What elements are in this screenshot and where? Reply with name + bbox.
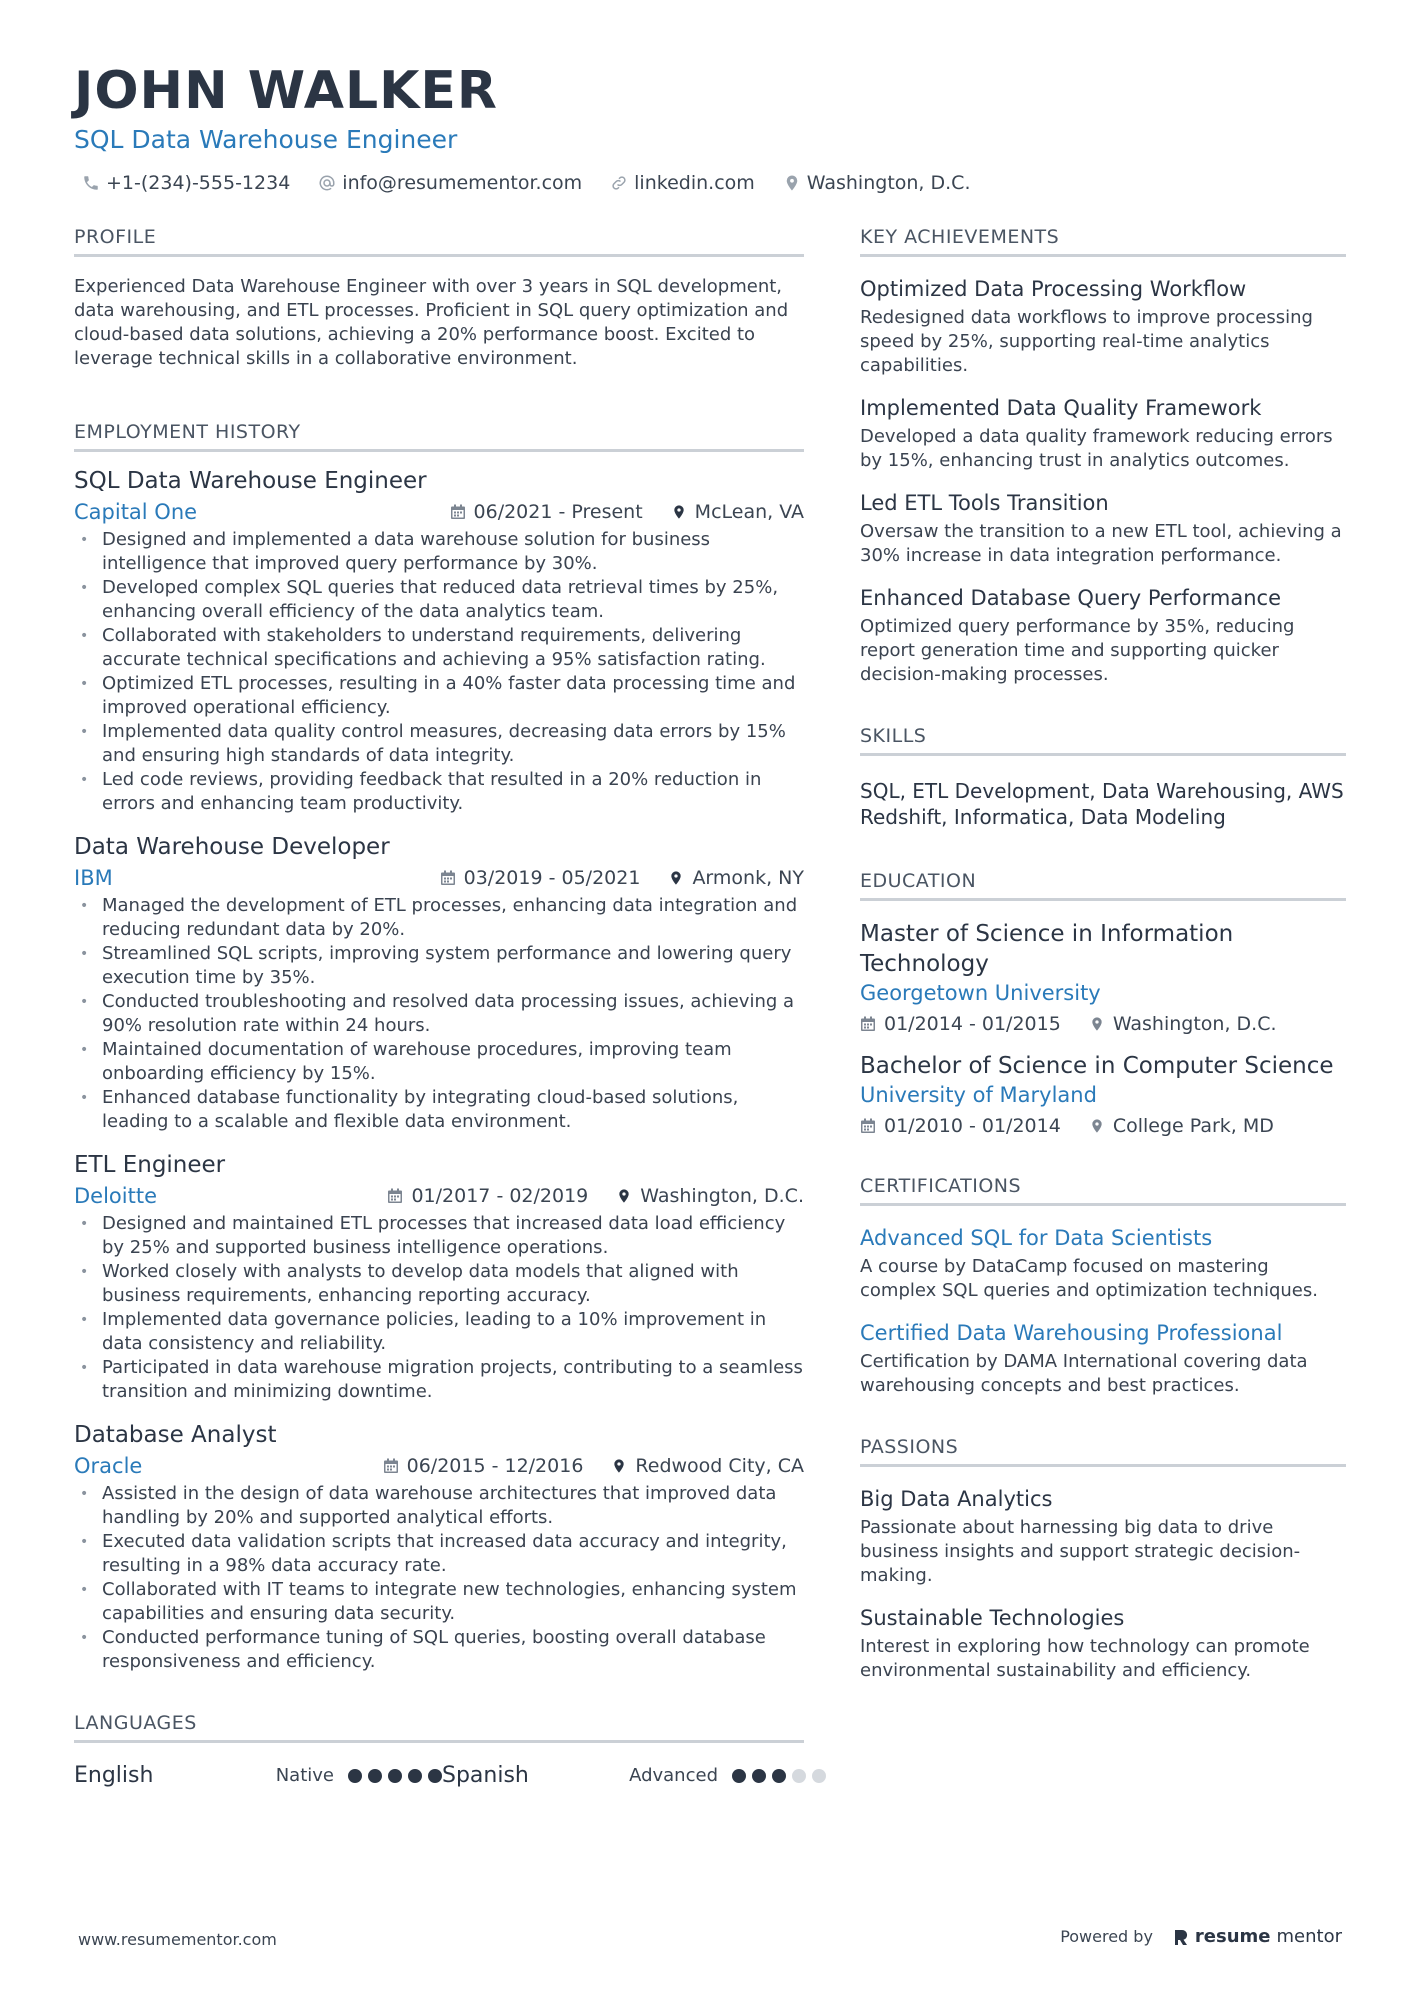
contact-location xyxy=(783,172,971,194)
passion-text: Interest in exploring how technology can promote environmental sustainability and efficiency. xyxy=(860,1636,1310,1681)
link-icon xyxy=(610,174,628,192)
job-dates-text: 03/2019 - 05/2021 xyxy=(463,867,641,889)
phone-text: +1-(234)-555-1234 xyxy=(106,172,291,194)
skills-section xyxy=(860,725,1346,830)
rating-dot-filled xyxy=(772,1769,786,1783)
passion-title: Sustainable Technologies xyxy=(860,1606,1125,1630)
education-dates-text: 01/2014 - 01/2015 xyxy=(884,1013,1061,1035)
job-location xyxy=(668,867,804,889)
language-level: Native xyxy=(275,1765,334,1786)
job-bullet: • Enhanced database functionality by integrating cloud-based solutions, leading to a scalable and flexible data environment. xyxy=(74,1086,804,1134)
location-pin-icon xyxy=(1089,1016,1105,1032)
achievement-item xyxy=(860,275,1346,378)
job-dates-text: 06/2021 - Present xyxy=(473,501,643,523)
at-icon xyxy=(318,174,336,192)
achievement-title: Optimized Data Processing Workflow xyxy=(860,277,1247,301)
job-bullet: • Maintained documentation of warehouse procedures, improving team onboarding efficiency by 15%. xyxy=(74,1038,804,1086)
job-meta-right xyxy=(383,1455,804,1477)
job-dates-text: 01/2017 - 02/2019 xyxy=(411,1185,589,1207)
languages-section xyxy=(74,1712,804,1788)
passion-title: Big Data Analytics xyxy=(860,1487,1053,1511)
job-bullet: • Conducted performance tuning of SQL queries, boosting overall database responsiveness and efficiency. xyxy=(74,1626,804,1674)
job-company: IBM xyxy=(74,866,113,890)
job-title: SQL Data Warehouse Engineer xyxy=(74,468,427,494)
certification-text: A course by DataCamp focused on mastering complex SQL queries and optimization techniques. xyxy=(860,1256,1318,1301)
job-bullet: • Designed and implemented a data warehouse solution for business intelligence that improved query performance by 30%. xyxy=(74,528,804,576)
job-bullet: • Managed the development of ETL processes, enhancing data integration and reducing redundant data by 20%. xyxy=(74,894,804,942)
contact-bar xyxy=(74,172,1344,194)
language-rating xyxy=(348,1769,442,1783)
calendar-icon xyxy=(387,1188,403,1204)
job-bullet: • Implemented data governance policies, leading to a 10% improvement in data consistency and reliability. xyxy=(74,1308,804,1356)
achievement-text: Redesigned data workflows to improve processing speed by 25%, supporting real-time analytics capabilities. xyxy=(860,307,1313,376)
profile-heading: PROFILE xyxy=(74,226,804,257)
passions-heading: PASSIONS xyxy=(860,1436,1346,1467)
location-pin-icon xyxy=(671,504,687,520)
job-location xyxy=(616,1185,804,1207)
rating-dot-empty xyxy=(792,1769,806,1783)
job-location-text: Washington, D.C. xyxy=(640,1185,804,1207)
job-entry xyxy=(74,832,804,1134)
education-meta xyxy=(860,1115,1346,1137)
job-dates xyxy=(450,501,643,523)
job-dates-text: 06/2015 - 12/2016 xyxy=(406,1455,584,1477)
job-bullet: • Designed and maintained ETL processes that increased data load efficiency by 25% and supported business intelligence operations. xyxy=(74,1212,804,1260)
job-dates xyxy=(440,867,641,889)
resumementor-logo-icon xyxy=(1173,1928,1189,1946)
certifications-heading: CERTIFICATIONS xyxy=(860,1175,1346,1206)
job-location-text: McLean, VA xyxy=(694,501,804,523)
job-location-text: Armonk, NY xyxy=(692,867,804,889)
achievement-title: Enhanced Database Query Performance xyxy=(860,586,1281,610)
education-location-text: Washington, D.C. xyxy=(1112,1013,1277,1035)
passion-item xyxy=(860,1604,1346,1683)
education-school: University of Maryland xyxy=(860,1083,1097,1107)
certification-item xyxy=(860,1224,1346,1303)
job-title: Database Analyst xyxy=(74,1422,277,1448)
calendar-icon xyxy=(383,1458,399,1474)
education-item xyxy=(860,919,1346,1035)
language-level: Advanced xyxy=(629,1765,718,1786)
education-section xyxy=(860,870,1346,1137)
job-meta-right xyxy=(440,867,804,889)
location-pin-icon xyxy=(783,174,801,192)
job-bullet: • Assisted in the design of data warehouse architectures that improved data handling by 20% and supported analytical efforts. xyxy=(74,1482,804,1530)
language-name: English xyxy=(74,1763,154,1788)
job-bullet: • Collaborated with stakeholders to understand requirements, delivering accurate technical specifications and achieving a 95% satisfaction rating. xyxy=(74,624,804,672)
job-bullets xyxy=(74,528,804,816)
education-dates-text: 01/2010 - 01/2014 xyxy=(884,1115,1061,1137)
achievement-text: Oversaw the transition to a new ETL tool, achieving a 30% increase in data integration performance. xyxy=(860,521,1342,566)
job-bullet: • Executed data validation scripts that increased data accuracy and integrity, resulting in a 98% data accuracy rate. xyxy=(74,1530,804,1578)
education-dates xyxy=(860,1013,1061,1035)
achievements-heading: KEY ACHIEVEMENTS xyxy=(860,226,1346,257)
job-bullet: • Developed complex SQL queries that reduced data retrieval times by 25%, enhancing overall efficiency of the data analytics team. xyxy=(74,576,804,624)
rating-dot-filled xyxy=(408,1769,422,1783)
phone-icon xyxy=(82,174,100,192)
resume-header xyxy=(74,60,1344,194)
calendar-icon xyxy=(450,504,466,520)
job-meta xyxy=(74,1454,804,1478)
job-location xyxy=(671,501,804,523)
brand-text-a: resume xyxy=(1194,1926,1271,1947)
job-meta xyxy=(74,1184,804,1208)
certification-text: Certification by DAMA International covering data warehousing concepts and best practices. xyxy=(860,1351,1308,1396)
left-column xyxy=(74,226,804,1788)
passion-text: Passionate about harnessing big data to drive business insights and support strategic decision-making. xyxy=(860,1517,1301,1586)
job-entry xyxy=(74,1150,804,1404)
skills-list: SQL, ETL Development, Data Warehousing, AWS Redshift, Informatica, Data Modeling xyxy=(860,779,1344,829)
achievement-text: Developed a data quality framework reducing errors by 15%, enhancing trust in analytics outcomes. xyxy=(860,426,1333,471)
languages-heading: LANGUAGES xyxy=(74,1712,804,1743)
job-bullets xyxy=(74,1482,804,1674)
education-location xyxy=(1089,1013,1277,1035)
job-bullet: • Collaborated with IT teams to integrate new technologies, enhancing system capabilities and ensuring data security. xyxy=(74,1578,804,1626)
candidate-title: SQL Data Warehouse Engineer xyxy=(74,125,458,154)
language-item xyxy=(74,1763,442,1788)
calendar-icon xyxy=(860,1118,876,1134)
education-dates xyxy=(860,1115,1061,1137)
certification-title: Advanced SQL for Data Scientists xyxy=(860,1226,1213,1250)
brand-text-b: mentor xyxy=(1276,1926,1342,1947)
location-text: Washington, D.C. xyxy=(806,172,971,194)
language-item xyxy=(442,1763,826,1788)
certification-item xyxy=(860,1319,1346,1398)
job-meta xyxy=(74,866,804,890)
job-bullet: • Implemented data quality control measures, decreasing data errors by 15% and ensuring high standards of data integrity. xyxy=(74,720,804,768)
job-entry xyxy=(74,1420,804,1674)
education-degree: Bachelor of Science in Computer Science xyxy=(860,1053,1334,1079)
education-item xyxy=(860,1051,1346,1137)
contact-email[interactable] xyxy=(318,172,582,194)
job-title: ETL Engineer xyxy=(74,1152,226,1178)
rating-dot-filled xyxy=(348,1769,362,1783)
education-heading: EDUCATION xyxy=(860,870,1346,901)
achievement-text: Optimized query performance by 35%, reducing report generation time and supporting quicker decision-making processes. xyxy=(860,616,1295,685)
job-meta-right xyxy=(450,501,804,523)
languages-row xyxy=(74,1763,804,1788)
rating-dot-filled xyxy=(368,1769,382,1783)
language-name: Spanish xyxy=(442,1763,529,1788)
email-text[interactable]: info@resumementor.com xyxy=(342,172,583,194)
job-bullet: • Worked closely with analysts to develop data models that aligned with business requirements, enhancing reporting accuracy. xyxy=(74,1260,804,1308)
footer-powered xyxy=(1060,1926,1342,1947)
contact-phone xyxy=(82,172,290,194)
passions-section xyxy=(860,1436,1346,1683)
rating-dot-filled xyxy=(428,1769,442,1783)
rating-dot-filled xyxy=(732,1769,746,1783)
education-location xyxy=(1089,1115,1274,1137)
rating-dot-filled xyxy=(752,1769,766,1783)
profile-section xyxy=(74,226,804,371)
right-column xyxy=(860,226,1346,1683)
achievement-item xyxy=(860,489,1346,568)
job-location-text: Redwood City, CA xyxy=(635,1455,804,1477)
achievements-section xyxy=(860,226,1346,687)
location-pin-icon xyxy=(1089,1118,1105,1134)
rating-dot-filled xyxy=(388,1769,402,1783)
rating-dot-empty xyxy=(812,1769,826,1783)
calendar-icon xyxy=(860,1016,876,1032)
achievement-title: Implemented Data Quality Framework xyxy=(860,396,1262,420)
job-bullet: • Optimized ETL processes, resulting in a 40% faster data processing time and improved operational efficiency. xyxy=(74,672,804,720)
job-bullet: • Led code reviews, providing feedback that resulted in a 20% reduction in errors and enhancing team productivity. xyxy=(74,768,804,816)
education-degree: Master of Science in Information Technology xyxy=(860,921,1234,977)
profile-summary: Experienced Data Warehouse Engineer with over 3 years in SQL development, data warehousing, and ETL processes. Proficient in SQL query optimization and cloud-based data solutions, achieving a 20% performance boost. Excited to leverage technical skills in a collaborative environment. xyxy=(74,276,789,369)
education-location-text: College Park, MD xyxy=(1112,1115,1274,1137)
location-pin-icon xyxy=(616,1188,632,1204)
brand-logo[interactable] xyxy=(1173,1926,1342,1947)
certification-title: Certified Data Warehousing Professional xyxy=(860,1321,1283,1345)
employment-section xyxy=(74,421,804,1674)
passion-item xyxy=(860,1485,1346,1588)
job-bullets xyxy=(74,894,804,1134)
employment-heading: EMPLOYMENT HISTORY xyxy=(74,421,804,452)
certifications-section xyxy=(860,1175,1346,1398)
achievement-title: Led ETL Tools Transition xyxy=(860,491,1109,515)
calendar-icon xyxy=(440,870,456,886)
achievement-item xyxy=(860,584,1346,687)
job-bullet: • Participated in data warehouse migration projects, contributing to a seamless transition and minimizing downtime. xyxy=(74,1356,804,1404)
job-bullet: • Conducted troubleshooting and resolved data processing issues, achieving a 90% resolution rate within 24 hours. xyxy=(74,990,804,1038)
education-meta xyxy=(860,1013,1346,1035)
skills-heading: SKILLS xyxy=(860,725,1346,756)
job-company: Deloitte xyxy=(74,1184,157,1208)
location-pin-icon xyxy=(668,870,684,886)
job-location xyxy=(611,1455,804,1477)
job-title: Data Warehouse Developer xyxy=(74,834,390,860)
candidate-name: JOHN WALKER xyxy=(74,61,498,121)
achievement-item xyxy=(860,394,1346,473)
job-company: Capital One xyxy=(74,500,198,524)
location-pin-icon xyxy=(611,1458,627,1474)
education-school: Georgetown University xyxy=(860,981,1101,1005)
linkedin-text[interactable]: linkedin.com xyxy=(634,172,755,194)
powered-by-label: Powered by xyxy=(1060,1927,1153,1946)
job-dates xyxy=(387,1185,588,1207)
job-company: Oracle xyxy=(74,1454,143,1478)
language-rating xyxy=(732,1769,826,1783)
job-meta-right xyxy=(387,1185,804,1207)
footer-website[interactable]: www.resumementor.com xyxy=(78,1930,277,1949)
job-meta xyxy=(74,500,804,524)
job-entry xyxy=(74,466,804,816)
job-bullets xyxy=(74,1212,804,1404)
job-bullet: • Streamlined SQL scripts, improving system performance and lowering query execution time by 35%. xyxy=(74,942,804,990)
contact-linkedin[interactable] xyxy=(610,172,755,194)
job-dates xyxy=(383,1455,584,1477)
